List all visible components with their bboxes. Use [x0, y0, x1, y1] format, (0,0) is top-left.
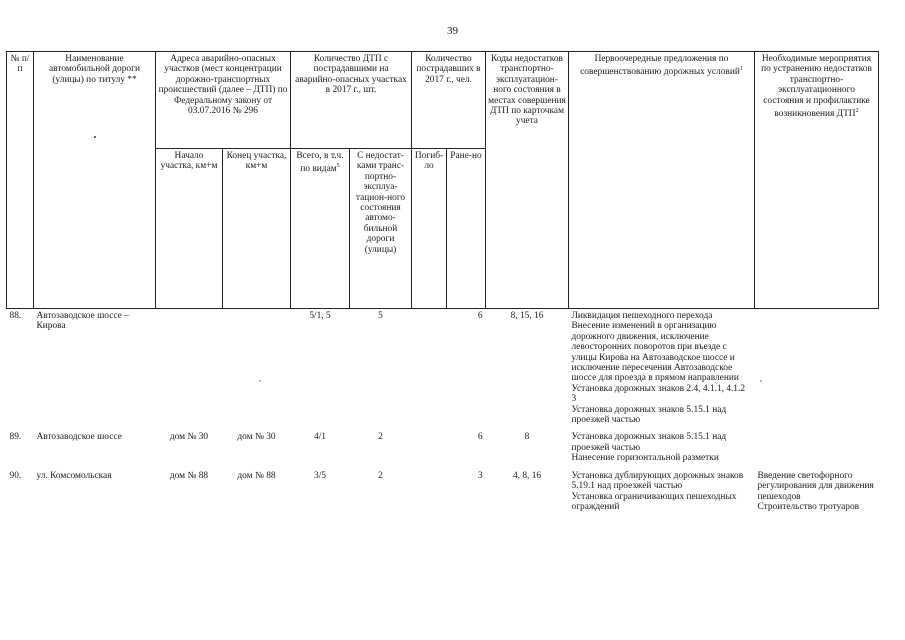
- row-num: 88.: [9, 311, 22, 321]
- row-start: [156, 309, 223, 431]
- row-road-name: Автозаводское шоссе: [36, 432, 122, 443]
- header-measures: [755, 52, 879, 309]
- proposal-item: Внесение изменений в организацию дорожного движения, исключение левосторонних поворотов при въезде с улицы Кирова на Автозаводское шоссе и исключение пересечения Автозаводское шоссе для проезда в прямом направлении: [571, 321, 739, 384]
- header-killed: Погиб-ло: [412, 149, 447, 309]
- measure-item: Введение светофорного регулирования для движения пешеходов: [757, 470, 874, 502]
- header-injured: Ране-но: [447, 149, 486, 309]
- header-addresses: Адреса аварийно-опасных участков (мест концентрации дорожно-транспортных происшествий (далее – ДТП) по Федеральному закону от 03.07.2016 № 296: [156, 52, 291, 149]
- header-total: [291, 149, 350, 309]
- row-with-defects: 2: [378, 432, 383, 443]
- row-total: 4/1: [314, 432, 326, 443]
- row-num: 89.: [9, 432, 22, 443]
- proposal-item: Нанесение горизонтальной разметки: [571, 453, 719, 464]
- row-measures: [755, 309, 879, 431]
- row-measures: [755, 430, 879, 468]
- measure-item: Строительство тротуаров: [757, 501, 860, 512]
- row-proposals: [569, 469, 755, 518]
- row-proposals: [569, 309, 755, 431]
- row-killed: [412, 469, 447, 518]
- row-codes: 8, 15, 16: [510, 311, 544, 321]
- row-injured: 3: [477, 470, 483, 481]
- row-with-defects: 2: [378, 470, 383, 481]
- row-road-name: Автозаводское шоссе – Кирова: [36, 311, 129, 332]
- row-end: дом № 88: [237, 470, 276, 481]
- table-row: [7, 469, 879, 518]
- header-end: Конец участка, км+м: [223, 149, 291, 309]
- dtp-table: [6, 51, 879, 517]
- header-dtp-count: Количество ДТП с пострадавшими на аварийно-опасных участках в 2017 г., шт.: [291, 52, 412, 149]
- row-proposals: [569, 430, 755, 468]
- header-road-name-text: Наименование автомобильной дороги (улицы) по титулу **: [49, 54, 140, 85]
- table-body: [7, 309, 879, 518]
- stray-dot: [94, 136, 96, 138]
- row-num: 90.: [9, 470, 22, 481]
- row-start: дом № 88: [169, 470, 209, 481]
- header-with-defects: С недостат-ками транс-портно-эксплуа-тацион-ного состояния автомо-бильной дороги (улицы): [350, 149, 412, 309]
- row-road-name: ул. Комсомольская: [36, 470, 112, 481]
- proposal-item: Установка дорожных знаков 5.15.1 над проезжей частью: [571, 432, 727, 453]
- row-total: 5/1, 5: [309, 311, 331, 321]
- header-total-text: Всего, в т.ч. по видам: [296, 151, 344, 175]
- row-killed: [412, 309, 447, 431]
- proposal-item: Установка дублирующих дорожных знаков 5.19.1 над проезжей частью: [571, 470, 744, 492]
- scan-speck: [760, 380, 762, 382]
- proposal-item: Установка ограничивающих пешеходных ограждений: [571, 491, 737, 512]
- proposal-item: Ликвидация пешеходного перехода: [571, 311, 713, 321]
- row-injured: 6: [477, 311, 483, 321]
- header-start: Начало участка, км+м: [156, 149, 223, 309]
- row-codes: 4, 8, 16: [512, 470, 542, 481]
- proposal-item: Установка дорожных знаков 2.4, 4.1.1, 4.1.2 3: [571, 383, 746, 405]
- header-victims: Количество пострадавших в 2017 г., чел.: [412, 52, 486, 149]
- scan-speck: [259, 380, 261, 382]
- row-total: 3/5: [314, 470, 326, 481]
- page-number: 39: [447, 25, 458, 37]
- header-road-name: [34, 52, 156, 309]
- table-row: [7, 309, 879, 431]
- header-num: № п/п: [7, 52, 34, 309]
- row-start: дом № 30: [169, 432, 209, 443]
- row-codes: 8: [524, 432, 530, 443]
- header-proposals-footnote: 1: [739, 66, 743, 73]
- header-measures-text: Необходимые мероприятия по устранению недостатков транспортно-эксплуатационного состояния и профилактике возникновения ДТП: [761, 54, 872, 120]
- row-injured: 6: [477, 432, 483, 443]
- row-end: [223, 309, 291, 431]
- row-with-defects: 5: [378, 311, 383, 321]
- row-measures: [755, 469, 879, 518]
- header-measures-footnote: 2: [855, 108, 859, 115]
- row-killed: [412, 430, 447, 468]
- proposal-item: Установка дорожных знаков 5.15.1 над проезжей частью: [571, 404, 727, 426]
- row-end: дом № 30: [237, 432, 276, 443]
- header-proposals-text: Первоочередные предложения по совершенствованию дорожных условий: [580, 54, 740, 78]
- header-total-footnote: 5: [336, 163, 340, 170]
- header-codes: Коды недостатков транспортно-эксплуатацион-ного состояния в местах совершения ДТП по карточкам учета: [486, 52, 569, 309]
- header-proposals: [569, 52, 755, 309]
- table-row: [7, 430, 879, 468]
